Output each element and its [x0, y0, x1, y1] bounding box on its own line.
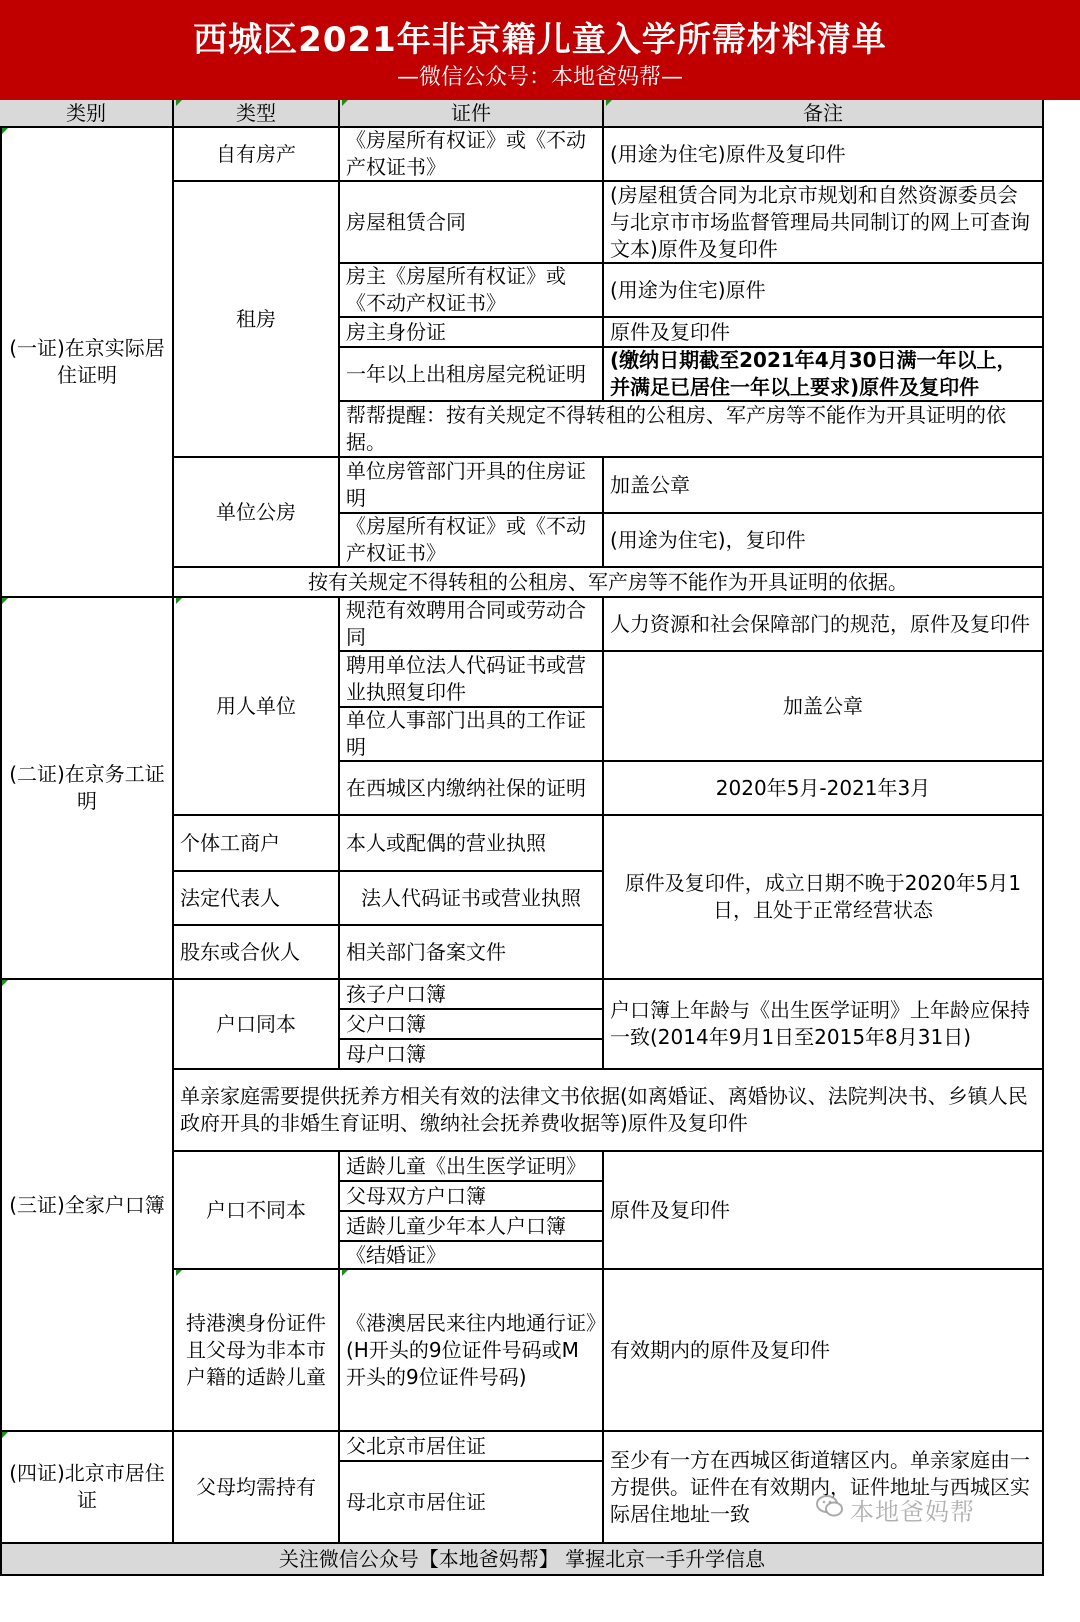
corner-mark — [2, 980, 8, 986]
type-individual-business: 个体工商户 — [174, 816, 340, 872]
rental-tip: 帮帮提醒：按有关规定不得转租的公租房、军产房等不能作为开具证明的依据。 — [340, 402, 1044, 458]
corner-mark — [176, 100, 182, 106]
corner-mark — [2, 1432, 8, 1438]
watermark-text: 本地爸妈帮 — [850, 1498, 975, 1526]
doc-child-own-register: 适龄儿童少年本人户口簿 — [340, 1212, 604, 1242]
doc-child-register: 孩子户口簿 — [340, 980, 604, 1010]
doc-hk-macao-permit: 《港澳居民来往内地通行证》(H开头的9位证件号码或M开头的9位证件号码) — [340, 1270, 604, 1432]
doc-father-residence-permit: 父北京市居住证 — [340, 1432, 604, 1462]
note-labor-contract: 人力资源和社会保障部门的规范，原件及复印件 — [604, 598, 1044, 652]
note-social-insurance-period: 2020年5月-2021年3月 — [604, 762, 1044, 816]
document-subtitle: —微信公众号：本地爸妈帮— — [396, 65, 683, 90]
note-own-property: (用途为住宅)原件及复印件 — [604, 128, 1044, 182]
doc-landlord-id: 房主身份证 — [340, 318, 604, 348]
doc-individual-license: 本人或配偶的营业执照 — [340, 816, 604, 872]
doc-unit-property-cert: 《房屋所有权证》或《不动产权证书》 — [340, 514, 604, 568]
doc-employment-proof: 单位人事部门出具的工作证明 — [340, 708, 604, 762]
type-different-register: 户口不同本 — [174, 1152, 340, 1270]
doc-social-insurance: 在西城区内缴纳社保的证明 — [340, 762, 604, 816]
note-different-register: 原件及复印件 — [604, 1152, 1044, 1270]
corner-mark — [342, 1270, 348, 1276]
doc-employer-license: 聘用单位法人代码证书或营业执照复印件 — [340, 652, 604, 708]
note-single-parent: 单亲家庭需要提供抚养方相关有效的法律文书依据(如离婚证、离婚协议、法院判决书、乡镇人民政府开具的非婚生育证明、缴纳社会抚养费收据等)原件及复印件 — [174, 1070, 1044, 1152]
corner-mark — [2, 598, 8, 604]
footer-banner: 关注微信公众号【本地爸妈帮】 掌握北京一手升学信息 — [0, 1544, 1044, 1576]
doc-parents-register: 父母双方户口簿 — [340, 1182, 604, 1212]
type-own-property: 自有房产 — [174, 128, 340, 182]
doc-landlord-property-cert: 房主《房屋所有权证》或《不动产权证书》 — [340, 264, 604, 318]
category-work-proof: (二证)在京务工证明 — [0, 598, 174, 980]
type-shareholder-partner: 股东或合伙人 — [174, 926, 340, 980]
materials-table — [0, 100, 1080, 1622]
note-business-status: 原件及复印件，成立日期不晚于2020年5月1日，且处于正常经营状态 — [604, 816, 1044, 980]
category-residence-permit: (四证)北京市居住证 — [0, 1432, 174, 1544]
type-employer: 用人单位 — [174, 598, 340, 816]
doc-own-property: 《房屋所有权证》或《不动产权证书》 — [340, 128, 604, 182]
note-age-consistency: 户口簿上年龄与《出生医学证明》上年龄应保持一致(2014年9月1日至2015年8月31日) — [604, 980, 1044, 1070]
doc-tax-proof: 一年以上出租房屋完税证明 — [340, 348, 604, 402]
type-hk-macao-child: 持港澳身份证件且父母为非本市户籍的适龄儿童 — [174, 1270, 340, 1432]
note-landlord-id: 原件及复印件 — [604, 318, 1044, 348]
note-unit-housing-proof: 加盖公章 — [604, 458, 1044, 514]
corner-mark — [2, 128, 8, 134]
column-header-type: 类型 — [174, 100, 340, 128]
section1-note: 按有关规定不得转租的公租房、军产房等不能作为开具证明的依据。 — [174, 568, 1044, 598]
type-unit-housing: 单位公房 — [174, 458, 340, 568]
doc-filing-document: 相关部门备案文件 — [340, 926, 604, 980]
column-header-category: 类别 — [0, 100, 174, 128]
corner-mark — [606, 100, 612, 106]
doc-father-register: 父户口簿 — [340, 1010, 604, 1040]
type-rental: 租房 — [174, 182, 340, 458]
corner-mark — [342, 100, 348, 106]
document-title: 西城区2021年非京籍儿童入学所需材料清单 — [193, 20, 887, 60]
note-landlord-property-cert: (用途为住宅)原件 — [604, 264, 1044, 318]
doc-labor-contract: 规范有效聘用合同或劳动合同 — [340, 598, 604, 652]
column-header-note: 备注 — [604, 100, 1044, 128]
doc-rental-contract: 房屋租赁合同 — [340, 182, 604, 264]
corner-mark — [176, 598, 182, 604]
wechat-icon — [816, 1494, 844, 1518]
doc-unit-housing-proof: 单位房管部门开具的住房证明 — [340, 458, 604, 514]
type-both-parents: 父母均需持有 — [174, 1432, 340, 1544]
note-unit-property-cert: (用途为住宅)，复印件 — [604, 514, 1044, 568]
note-hk-macao-permit: 有效期内的原件及复印件 — [604, 1270, 1044, 1432]
doc-mother-residence-permit: 母北京市居住证 — [340, 1462, 604, 1544]
category-residence-proof: (一证)在京实际居住证明 — [0, 128, 174, 598]
doc-birth-certificate: 适龄儿童《出生医学证明》 — [340, 1152, 604, 1182]
header-banner — [0, 0, 1080, 100]
doc-legal-license: 法人代码证书或营业执照 — [340, 872, 604, 926]
category-household-register: (三证)全家户口簿 — [0, 980, 174, 1432]
type-legal-representative: 法定代表人 — [174, 872, 340, 926]
note-residence-permit: 至少有一方在西城区街道辖区内。单亲家庭由一方提供。证件在有效期内，证件地址与西城区实际居住地址一致 — [604, 1432, 1044, 1544]
type-same-register: 户口同本 — [174, 980, 340, 1070]
corner-mark — [176, 1270, 182, 1276]
note-tax-proof: (缴纳日期截至2021年4月30日满一年以上，并满足已居住一年以上要求)原件及复印件 — [604, 348, 1044, 402]
doc-mother-register: 母户口簿 — [340, 1040, 604, 1070]
doc-marriage-certificate: 《结婚证》 — [340, 1242, 604, 1270]
note-rental-contract: (房屋租赁合同为北京市规划和自然资源委员会与北京市市场监督管理局共同制订的网上可查询文本)原件及复印件 — [604, 182, 1044, 264]
column-header-document: 证件 — [340, 100, 604, 128]
note-employer-seal: 加盖公章 — [604, 652, 1044, 762]
